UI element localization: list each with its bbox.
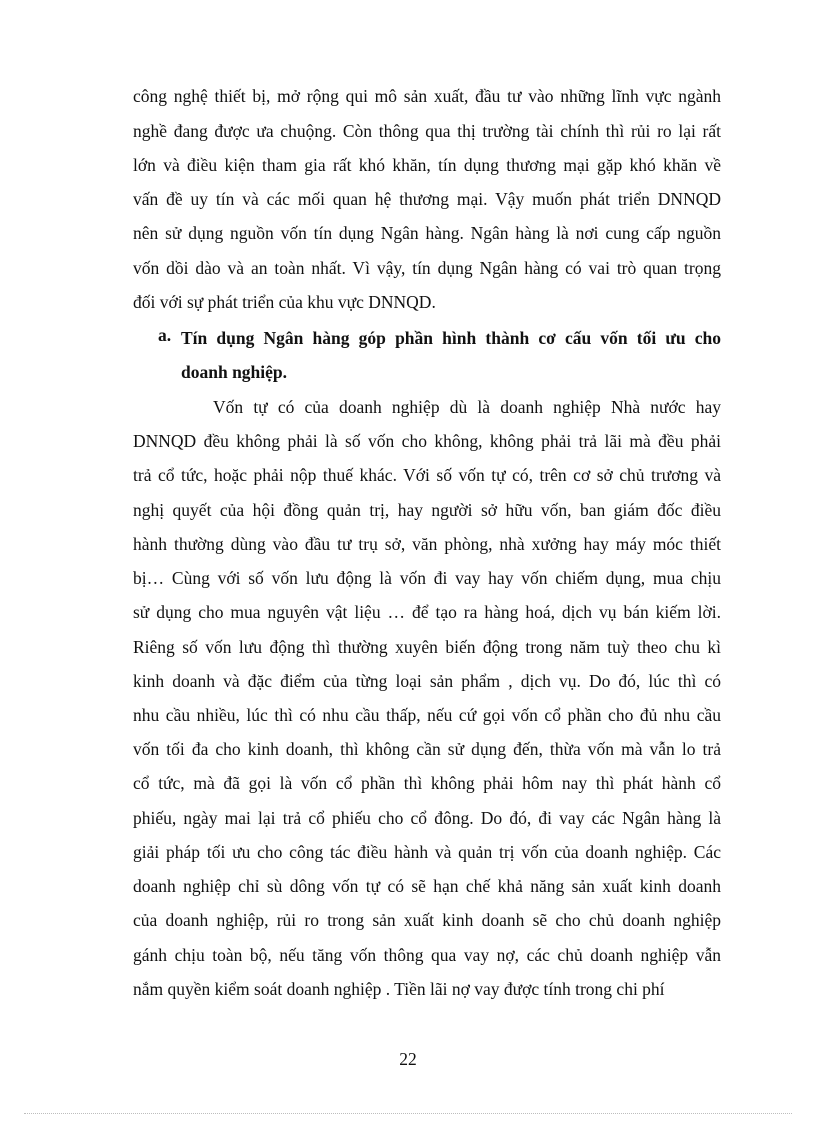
paragraph1-line-7: đối với sự phát triển của khu vực DNNQD.	[133, 292, 436, 312]
paragraph2-line-2: DNNQD đều không phải là số vốn cho không, không phải trả lãi mà đều phải	[133, 431, 721, 451]
paragraph2-line-11: vốn tối đa cho kinh doanh, thì không cần sử dụng đến, thừa vốn mà vẫn lo trả	[133, 739, 721, 759]
paragraph1-line-6: vốn dồi dào và an toàn nhất. Vì vậy, tín dụng Ngân hàng có vai trò quan trọng	[133, 258, 721, 278]
page-number: 22	[399, 1049, 417, 1069]
paragraph2-line-9: kinh doanh và đặc điểm của từng loại sản phẩm , dịch vụ. Do đó, lúc thì có	[133, 671, 721, 691]
paragraph2-line-7: sử dụng cho mua nguyên vật liệu … để tạo ra hàng hoá, dịch vụ bán kiếm lời.	[133, 602, 721, 622]
paragraph1-line-4: vấn đề uy tín và các mối quan hệ thương mại. Vậy muốn phát triển DNNQD	[133, 189, 721, 209]
paragraph2-line-8: Riêng số vốn lưu động thì thường xuyên biến động trong năm tuỳ theo chu kì	[133, 637, 721, 657]
paragraph1-line-3: lớn và điều kiện tham gia rất khó khăn, tín dụng thương mại gặp khó khăn về	[133, 155, 721, 175]
paragraph2-line-4: nghị quyết của hội đồng quản trị, hay người sở hữu vốn, ban giám đốc điều	[133, 500, 721, 520]
paragraph2-line-3: trả cổ tức, hoặc phải nộp thuế khác. Với số vốn tự có, trên cơ sở chủ trương và	[133, 465, 721, 485]
paragraph2-line-10: nhu cầu nhiều, lúc thì có nhu cầu thấp, nếu cứ gọi vốn cổ phần cho đủ nhu cầu	[133, 705, 721, 725]
footer-rule	[24, 1113, 792, 1114]
paragraph2-line-14: giải pháp tối ưu cho công tác điều hành và quản trị vốn của doanh nghiệp. Các	[133, 842, 721, 862]
paragraph2-line-1: Vốn tự có của doanh nghiệp dù là doanh nghiệp Nhà nước hay	[213, 397, 721, 417]
paragraph2-line-17: gánh chịu toàn bộ, nếu tăng vốn thông qua vay nợ, các chủ doanh nghiệp vẫn	[133, 945, 721, 965]
heading-marker: a.	[158, 325, 172, 345]
paragraph1-line-1: công nghệ thiết bị, mở rộng qui mô sản xuất, đầu tư vào những lĩnh vực ngành	[133, 86, 721, 106]
paragraph2-line-5: hành thường dùng vào đầu tư trụ sở, văn phòng, nhà xưởng hay máy móc thiết	[133, 534, 721, 554]
paragraph2-line-6: bị… Cùng với số vốn lưu động là vốn đi vay hay vốn chiếm dụng, mua chịu	[133, 568, 721, 588]
heading-line-1: Tín dụng Ngân hàng góp phần hình thành cơ cấu vốn tối ưu cho	[181, 328, 721, 348]
heading-line-2: doanh nghiệp.	[181, 362, 288, 382]
paragraph1-line-2: nghề đang được ưa chuộng. Còn thông qua thị trường tài chính thì rủi ro lại rất	[133, 121, 721, 141]
paragraph2-line-13: phiếu, ngày mai lại trả cổ phiếu cho cổ đông. Do đó, đi vay các Ngân hàng là	[133, 808, 721, 828]
paragraph2-line-18: nắm quyền kiểm soát doanh nghiệp . Tiền lãi nợ vay được tính trong chi phí	[133, 979, 665, 999]
paragraph2-line-12: cổ tức, mà đã gọi là vốn cổ phần thì không phải hôm nay thì phát hành cổ	[133, 773, 721, 793]
paragraph2-line-15: doanh nghiệp chỉ sù dông vốn tự có sẽ hạn chế khả năng sản xuất kinh doanh	[133, 876, 721, 896]
paragraph2-line-16: của doanh nghiệp, rủi ro trong sản xuất kinh doanh sẽ cho chủ doanh nghiệp	[133, 910, 721, 930]
paragraph1-line-5: nên sử dụng nguồn vốn tín dụng Ngân hàng. Ngân hàng là nơi cung cấp nguồn	[133, 223, 721, 243]
